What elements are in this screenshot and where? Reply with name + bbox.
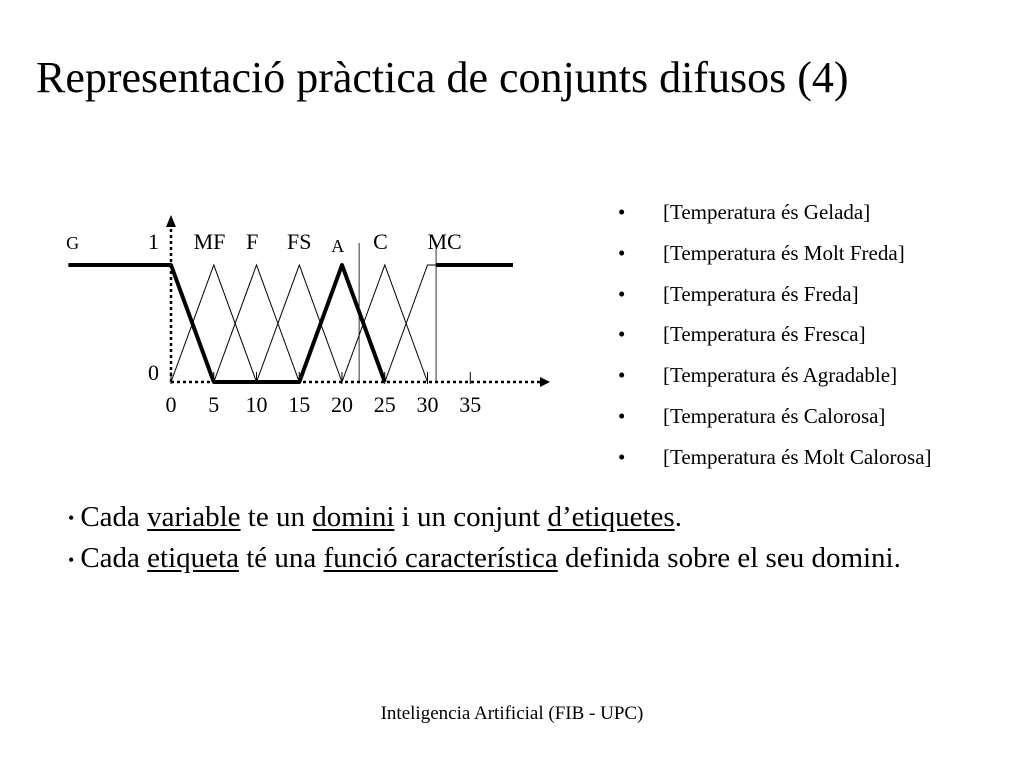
x-tick-label: 15 [288, 392, 311, 417]
series-mf-line [171, 265, 257, 382]
list-item: • [Temperatura és Agradable] [618, 363, 898, 388]
series-label-a: A [331, 236, 345, 256]
series-label-mc: MC [427, 229, 462, 254]
y-tick-label: 0 [148, 360, 159, 385]
series-label-c: C [373, 229, 388, 254]
bullet-label-function: • Cada etiqueta té una funció característica definida sobre el seu domini. [68, 542, 901, 575]
list-item: • [Temperatura és Fresca] [618, 322, 866, 347]
series-c-line [342, 265, 428, 382]
series-label-mf: MF [193, 229, 226, 254]
x-tick-label: 20 [331, 392, 353, 417]
series-a-line [299, 265, 385, 382]
series-f-line [214, 265, 299, 382]
list-item: • [Temperatura és Molt Calorosa] [618, 444, 932, 469]
chart-labels [66, 229, 481, 417]
list-item: • [Temperatura és Calorosa] [618, 403, 886, 428]
membership-chart [40, 195, 560, 425]
slide-title: Representació pràctica de conjunts difusos (4) [36, 53, 849, 102]
series-label-g: G [66, 233, 80, 253]
list-item: • [Temperatura és Gelada] [618, 200, 871, 224]
slide-footer: Inteligencia Artificial (FIB - UPC) [380, 703, 644, 724]
highlighted-path [68, 265, 384, 382]
x-tick-label: 0 [165, 392, 177, 417]
x-tick-label: 25 [373, 392, 396, 417]
list-item: • [Temperatura és Freda] [618, 281, 859, 306]
bullet-variable-domain: • Cada variable te un domini i un conjunt d’etiquetes. [68, 501, 682, 533]
membership-functions [68, 265, 513, 382]
series-label-fs: FS [287, 229, 312, 254]
bullet-section [68, 500, 948, 583]
x-tick-label: 35 [459, 392, 482, 417]
x-axis-arrow [540, 377, 550, 387]
list-item: • [Temperatura és Molt Freda] [618, 240, 905, 265]
y-axis-arrow [166, 215, 176, 227]
y-tick-label: 1 [148, 229, 159, 254]
x-tick-label: 30 [416, 392, 439, 417]
series-label-f: F [246, 229, 259, 254]
label-list [618, 200, 932, 486]
series-fs-line [257, 265, 343, 382]
x-tick-label: 10 [245, 392, 268, 417]
highlighted-functions [68, 265, 513, 382]
series-mc-line [385, 265, 513, 382]
x-tick-label: 5 [208, 392, 220, 417]
